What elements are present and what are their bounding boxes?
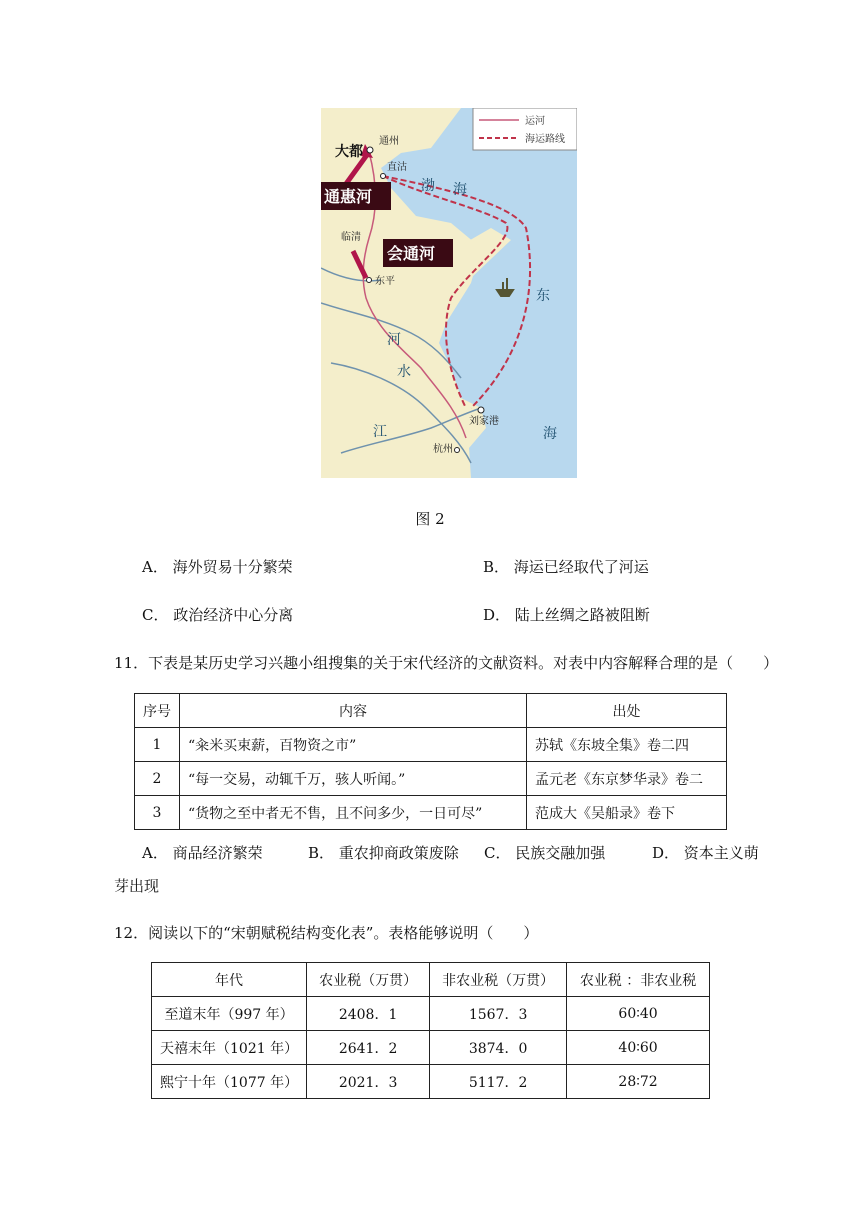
q12-header-ratio: 农业税 ：非农业税: [567, 963, 710, 997]
q12-header-nonagri-tax: 非农业税（万贯）: [430, 963, 567, 997]
q10-option-d[interactable]: D． 陆上丝绸之路被阻断: [483, 606, 650, 624]
jiang-label: 江: [373, 424, 387, 440]
hangzhou-label: 杭州: [433, 444, 453, 455]
q12-row3-agri: 2021．3: [307, 1065, 430, 1099]
table-row: [152, 997, 710, 1031]
q12-row1-ratio: 60∶40: [567, 997, 710, 1031]
tonghuihe-label: 通惠河: [324, 187, 373, 206]
table-row: [135, 762, 727, 796]
hai-label-east: 海: [543, 426, 557, 442]
q11-row2-content: “每一交易，动辄千万，骇人听闻。”: [180, 762, 527, 796]
q12-row2-nonagri: 3874．0: [430, 1031, 567, 1065]
canal-map-figure: [321, 108, 577, 478]
q11-header-index: 序号: [135, 694, 180, 728]
he-label: 河: [387, 332, 401, 348]
table-row: [135, 728, 727, 762]
q11-option-d-continued: 芽出现: [114, 877, 160, 895]
q11-row3-source: 范成大《吴船录》卷下: [527, 796, 727, 830]
huitonghe-label: 会通河: [387, 244, 436, 263]
q12-row2-ratio: 40∶60: [567, 1031, 710, 1065]
q11-option-b[interactable]: B． 重农抑商政策废除: [308, 844, 459, 862]
q12-header-agri-tax: 农业税（万贯）: [307, 963, 430, 997]
dongping-label: 东平: [375, 276, 395, 287]
q11-row2-source: 孟元老《东京梦华录》卷二: [527, 762, 727, 796]
q12-row2-agri: 2641．2: [307, 1031, 430, 1065]
q12-stem: 12．阅读以下的“宋朝赋税结构变化表”。表格能够说明（ ）: [114, 924, 539, 942]
bo-label: 渤: [421, 178, 435, 194]
q10-option-c[interactable]: C． 政治经济中心分离: [142, 606, 294, 624]
q11-header-row: [135, 694, 727, 728]
q10-option-a[interactable]: A． 海外贸易十分繁荣: [142, 558, 293, 576]
q11-row1-source: 苏轼《东坡全集》卷二四: [527, 728, 727, 762]
q11-header-source: 出处: [527, 694, 727, 728]
q11-row1-index: 1: [135, 728, 180, 762]
tongzhou-label: 通州: [379, 136, 399, 147]
linqing-label: 临清: [341, 232, 361, 243]
q11-table: [134, 693, 727, 830]
q12-table: [151, 962, 710, 1099]
q11-row2-index: 2: [135, 762, 180, 796]
hai-label-bohai: 海: [453, 182, 467, 198]
dadu-label: 大都: [335, 144, 363, 160]
q12-row3-era: 熙宁十年（1077 年）: [152, 1065, 307, 1099]
q11-row1-content: “籴米买束薪，百物资之市”: [180, 728, 527, 762]
q11-row3-content: “货物之至中者无不售，且不问多少，一日可尽”: [180, 796, 527, 830]
q11-header-content: 内容: [180, 694, 527, 728]
q11-row3-index: 3: [135, 796, 180, 830]
q12-row1-agri: 2408．1: [307, 997, 430, 1031]
q12-header-era: 年代: [152, 963, 307, 997]
dong-label: 东: [536, 288, 550, 304]
table-row: [152, 1031, 710, 1065]
q11-option-d[interactable]: D． 资本主义萌: [652, 844, 759, 862]
q12-row3-ratio: 28∶72: [567, 1065, 710, 1099]
liujiagang-label: 刘家港: [469, 416, 499, 427]
table-row: [135, 796, 727, 830]
q12-row1-nonagri: 1567．3: [430, 997, 567, 1031]
q12-row1-era: 至道末年（997 年）: [152, 997, 307, 1031]
q11-option-c[interactable]: C． 民族交融加强: [484, 844, 606, 862]
q12-row2-era: 天禧末年（1021 年）: [152, 1031, 307, 1065]
table-row: [152, 1065, 710, 1099]
shui-label: 水: [397, 364, 411, 380]
q12-header-row: [152, 963, 710, 997]
q12-row3-nonagri: 5117．2: [430, 1065, 567, 1099]
legend-sea-route-label: 海运路线: [525, 134, 565, 145]
figure-caption: 图 2: [415, 510, 445, 528]
q11-stem: 11．下表是某历史学习兴趣小组搜集的关于宋代经济的文献资料。对表中内容解释合理的是（ ）: [114, 654, 779, 672]
q10-option-b[interactable]: B． 海运已经取代了河运: [483, 558, 649, 576]
q11-option-a[interactable]: A． 商品经济繁荣: [142, 844, 263, 862]
legend-canal-label: 运河: [525, 116, 545, 127]
zhigu-label: 直沽: [387, 162, 407, 173]
